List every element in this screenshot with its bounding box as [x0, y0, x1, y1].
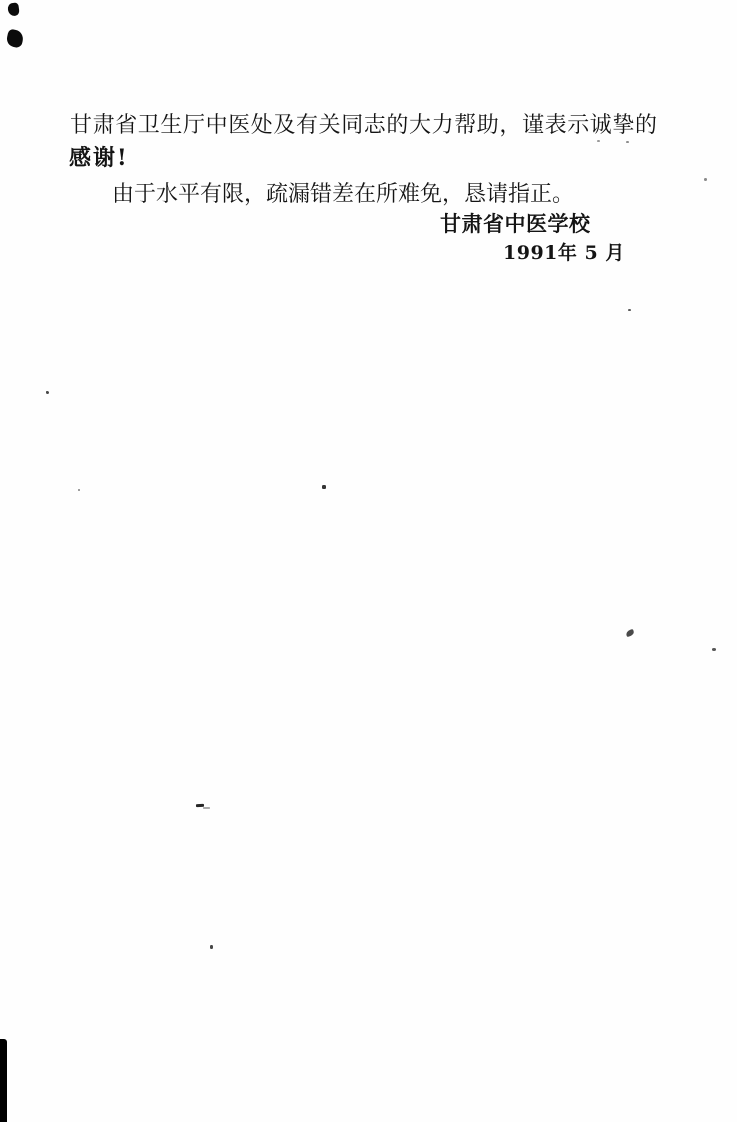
signature: 甘肃省中医学校: [440, 211, 591, 236]
scan-speck: [322, 485, 326, 489]
scan-speck: [46, 391, 49, 394]
scan-speck: [78, 489, 80, 491]
ink-blot-top-left-1: [7, 2, 20, 16]
scan-speck: [628, 309, 631, 311]
scan-speck: [704, 178, 707, 181]
scan-speck: [626, 141, 629, 143]
thanks-line: 感谢!: [69, 145, 129, 171]
scan-dash-tail: [203, 807, 210, 809]
scan-speck: [210, 945, 213, 949]
date-line: 1991年 5 月: [503, 242, 625, 264]
scan-squiggle: [625, 629, 634, 637]
body-text-line-1: 甘肃省卫生厅中医处及有关同志的大力帮助，谨表示诚挚的: [70, 113, 658, 138]
scan-speck: [712, 648, 716, 651]
ink-blot-top-left-2: [5, 29, 24, 49]
body-text-line-2: 由于水平有限，疏漏错差在所难免，恳请指正。: [112, 182, 575, 207]
ink-strip-bottom-left: [0, 1039, 7, 1122]
scan-speck: [597, 140, 600, 142]
